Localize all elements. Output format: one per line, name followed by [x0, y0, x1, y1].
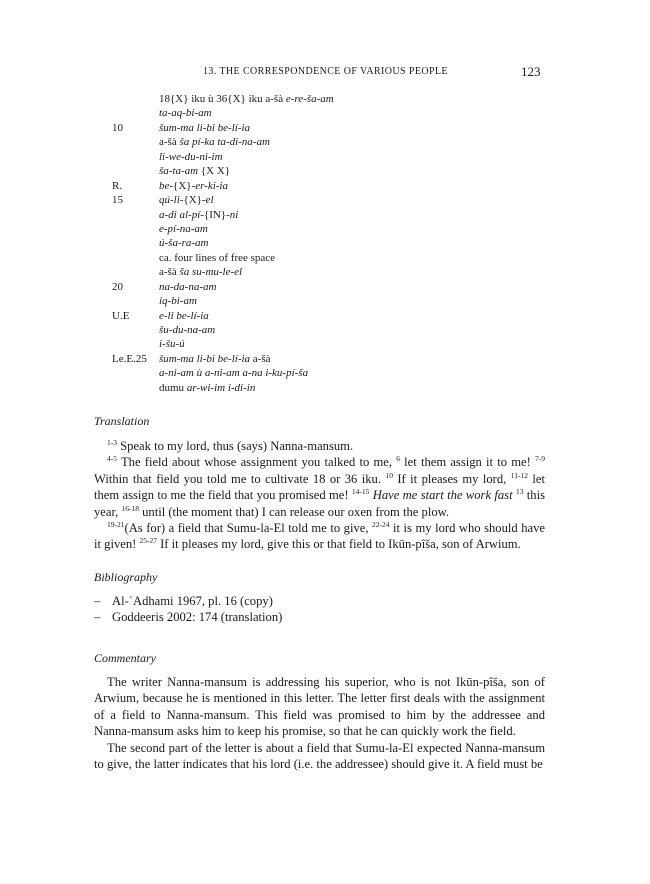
- text-segment: {X}: [173, 179, 192, 192]
- translation-paragraph: [94, 520, 545, 553]
- line-text: [159, 92, 334, 106]
- line-text: [159, 294, 197, 308]
- bibliography-item: [94, 609, 545, 625]
- line-text: [159, 236, 209, 250]
- line-reference: 14-15: [351, 487, 370, 497]
- line-reference: 7-9: [535, 454, 545, 464]
- commentary-paragraph: The writer Nanna-mansum is addressing his superior, who is not Ikūn-pîša, son of Arwium, because he is mentioned in this letter. The letter first deals with the assignment of a field to Nanna-mansum. This field was promised to him by the addressee and Nanna-mansum asks him to keep his promise, so that he can quickly work the field.: [94, 675, 545, 739]
- text-segment: let them assign it to me!: [399, 455, 535, 470]
- line-text: [159, 179, 228, 193]
- transliteration-line: [112, 164, 552, 178]
- transliteration-line: [112, 150, 552, 164]
- text-segment: iq-bi-am: [159, 295, 197, 308]
- line-text: [159, 352, 271, 366]
- transliteration-block: [112, 92, 552, 395]
- line-reference: 19-21: [107, 519, 125, 529]
- translation-text: [94, 438, 545, 553]
- text-segment: {X}: [183, 194, 202, 207]
- running-head: 13. THE CORRESPONDENCE OF VARIOUS PEOPLE: [203, 66, 448, 77]
- text-segment: dumu: [159, 381, 187, 394]
- transliteration-line: [112, 309, 552, 323]
- text-segment: -ni: [226, 208, 239, 221]
- text-segment: {X X}: [198, 165, 231, 178]
- bibliography-item: [94, 593, 545, 609]
- text-segment: ú-ša-ra-am: [159, 237, 209, 250]
- transliteration-line: [112, 381, 552, 395]
- line-reference: 10: [385, 470, 393, 480]
- text-segment: a-šà: [250, 352, 271, 365]
- text-segment: ta-aq-bi-am: [159, 107, 212, 120]
- text-segment: this year,: [94, 488, 545, 519]
- text-segment: If it pleases my lord, give this or that field to Ikūn-pîša, son of Arwium.: [156, 537, 521, 552]
- text-segment: šum-ma li-bi be-lí-ia: [159, 121, 251, 134]
- transliteration-line: [112, 222, 552, 236]
- text-segment: e-pí-na-am: [159, 222, 208, 235]
- line-reference: 16-18: [121, 503, 139, 513]
- text-segment: If it pleases my lord,: [392, 471, 511, 486]
- line-text: [159, 121, 250, 135]
- line-number: R.: [112, 179, 123, 192]
- translation-paragraph: [94, 438, 545, 454]
- line-reference: 6: [396, 454, 400, 464]
- line-text: [159, 164, 230, 178]
- text-segment: a-di al-pí-: [159, 208, 204, 221]
- transliteration-line: [112, 121, 552, 135]
- text-segment: a-šà: [159, 266, 180, 279]
- line-text: [159, 135, 270, 149]
- text-segment: qú-li-: [159, 194, 184, 207]
- line-number: U.E: [112, 309, 130, 322]
- line-reference: 22-24: [372, 519, 390, 529]
- line-text: [159, 106, 212, 120]
- commentary-paragraph: The second part of the letter is about a field that Sumu-la-El expected Nanna-mansum to give, the latter indicates that his lord (i.e. the addressee) should give it. A field must be: [94, 740, 545, 772]
- line-text: [159, 265, 242, 279]
- text-segment: it is my lord who should have it given!: [94, 521, 545, 552]
- line-reference: 11-12: [510, 470, 528, 480]
- line-reference: 13: [515, 487, 524, 497]
- bibliography-text: Al-ʿAdhami 1967, pl. 16 (copy): [112, 594, 273, 608]
- line-text: [159, 222, 208, 236]
- line-text: [159, 381, 255, 395]
- transliteration-line: [112, 193, 552, 207]
- commentary-heading: Commentary: [94, 651, 156, 665]
- line-text: [159, 208, 238, 222]
- line-text: [159, 337, 185, 351]
- text-segment: li-we-du-ni-im: [159, 150, 223, 163]
- text-segment: until (the moment that) I can release our oxen from the plow.: [138, 504, 450, 519]
- text-segment: ša-ta-am: [159, 165, 199, 178]
- transliteration-line: [112, 135, 552, 149]
- line-text: [159, 366, 308, 380]
- line-number: Le.E.25: [112, 352, 147, 365]
- line-reference: 25-27: [139, 536, 157, 546]
- transliteration-line: [112, 265, 552, 279]
- line-text: [159, 323, 215, 337]
- bibliography-list: [94, 593, 545, 626]
- line-text: [159, 150, 223, 164]
- transliteration-line: [112, 208, 552, 222]
- transliteration-line: [112, 179, 552, 193]
- line-text: [159, 309, 209, 323]
- text-segment: Speak to my lord, thus (says) Nanna-mansum.: [117, 439, 354, 453]
- bibliography-heading: Bibliography: [94, 570, 158, 584]
- text-segment: (As for) a field that Sumu-la-El told me to give,: [124, 521, 373, 536]
- text-segment: e-re-ša-am: [285, 93, 334, 105]
- text-segment: a-šà: [159, 136, 180, 149]
- text-segment: Within that field you told me to cultivate 18 or 36 iku.: [94, 471, 386, 486]
- text-segment: šu-du-na-am: [159, 324, 216, 336]
- text-segment: -er-ki-ia: [191, 179, 228, 192]
- line-reference: 1-3: [107, 437, 117, 447]
- text-segment: na-da-na-am: [159, 280, 217, 293]
- text-segment: The field about whose assignment you talked to me,: [117, 455, 397, 470]
- transliteration-line: [112, 337, 552, 351]
- transliteration-line: [112, 251, 552, 265]
- line-text: [159, 251, 275, 265]
- text-segment: ša su-mu-le-el: [179, 266, 243, 279]
- text-segment: {IN}: [203, 208, 227, 221]
- list-dash: –: [94, 610, 101, 625]
- line-reference: 4-5: [107, 454, 117, 464]
- text-segment: ca. four lines of free space: [159, 251, 276, 264]
- transliteration-line: [112, 280, 552, 294]
- commentary-text: [94, 674, 545, 772]
- line-number: 20: [112, 280, 123, 293]
- text-segment: a-ni-am ù a-ni-am a-na i-ku-pí-ša: [159, 367, 309, 380]
- text-segment: 18{X} iku ù 36{X} iku a-šà: [159, 93, 286, 105]
- translation-paragraph: [94, 454, 545, 520]
- transliteration-line: [112, 106, 552, 120]
- transliteration-line: [112, 92, 552, 106]
- transliteration-line: [112, 294, 552, 308]
- emphasized-text: Have me start the work fast: [372, 488, 513, 503]
- text-segment: e-li be-lí-ia: [159, 309, 209, 322]
- text-segment: -el: [201, 194, 214, 207]
- text-segment: let them assign to me the field that you promised me!: [94, 471, 545, 503]
- text-segment: ša pí-ka ta-di-na-am: [179, 136, 270, 149]
- text-segment: be-: [159, 179, 174, 192]
- transliteration-line: [112, 323, 552, 337]
- transliteration-line: [112, 366, 552, 380]
- text-segment: šum-ma li-bi be-lí-ia: [159, 352, 251, 365]
- bibliography-text: Goddeeris 2002: 174 (translation): [112, 610, 283, 625]
- page-number: 123: [521, 64, 541, 79]
- list-dash: –: [94, 594, 101, 608]
- running-header: [0, 64, 650, 82]
- translation-heading: Translation: [94, 414, 150, 428]
- transliteration-line: [112, 352, 552, 366]
- transliteration-line: [112, 236, 552, 250]
- line-text: [159, 280, 216, 294]
- text-segment: ar-wi-im i-di-in: [186, 381, 256, 394]
- line-number: 15: [112, 194, 123, 207]
- line-text: [159, 193, 214, 207]
- line-number: 10: [112, 121, 123, 134]
- text-segment: i-šu-ú: [159, 338, 185, 351]
